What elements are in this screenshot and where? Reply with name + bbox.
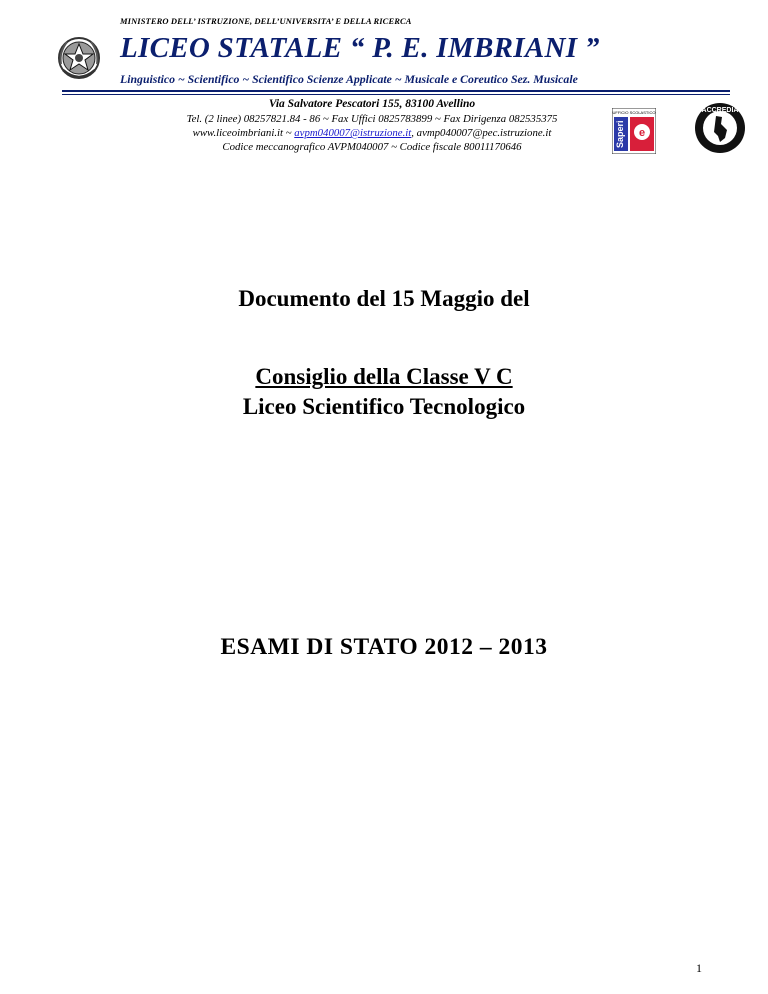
quality-logo-side-text: Saperi [615,120,625,148]
accredia-logo-icon [694,102,746,154]
class-council-line: Consiglio della Classe V C [255,364,513,389]
svg-text:e: e [638,127,646,139]
quality-logo-top-text: UFFICIO SCOLASTICO [612,110,656,115]
header-divider [62,90,730,92]
italian-republic-emblem-icon [55,34,103,84]
pec-text: , avmp040007@pec.istruzione.it [411,127,552,139]
school-codes: Codice meccanografico AVPM040007 ~ Codice fiscale 80011170646 [222,141,522,153]
course-name: Liceo Scientifico Tecnologico [242,394,526,419]
exams-heading: ESAMI DI STATO 2012 – 2013 [220,634,548,660]
school-address: Via Salvatore Pescatori 155, 83100 Avellino [268,98,476,110]
saperi-quality-logo-icon [612,108,656,154]
school-name: LICEO STATALE “ P. E. IMBRIANI ” [120,32,600,64]
school-phone-fax: Tel. (2 linee) 08257821.84 - 86 ~ Fax Uffici 0825783899 ~ Fax Dirigenza 082535375 [186,113,558,125]
website-text: www.liceoimbriani.it ~ [192,127,295,139]
header-divider-thin [62,94,730,95]
ministry-line: MINISTERO DELL’ ISTRUZIONE, DELL’UNIVERSITA’ E DELLA RICERCA [120,16,412,26]
school-courses-line: Linguistico ~ Scientifico ~ Scientifico Scienze Applicate ~ Musicale e Coreutico Sez. Musicale [120,72,578,86]
email-link[interactable]: avpm040007@istruzione.it [294,127,412,139]
document-title: Documento del 15 Maggio del [238,286,530,311]
accredia-logo-text: ACCREDIA [701,107,739,114]
page-number: 1 [696,961,702,975]
